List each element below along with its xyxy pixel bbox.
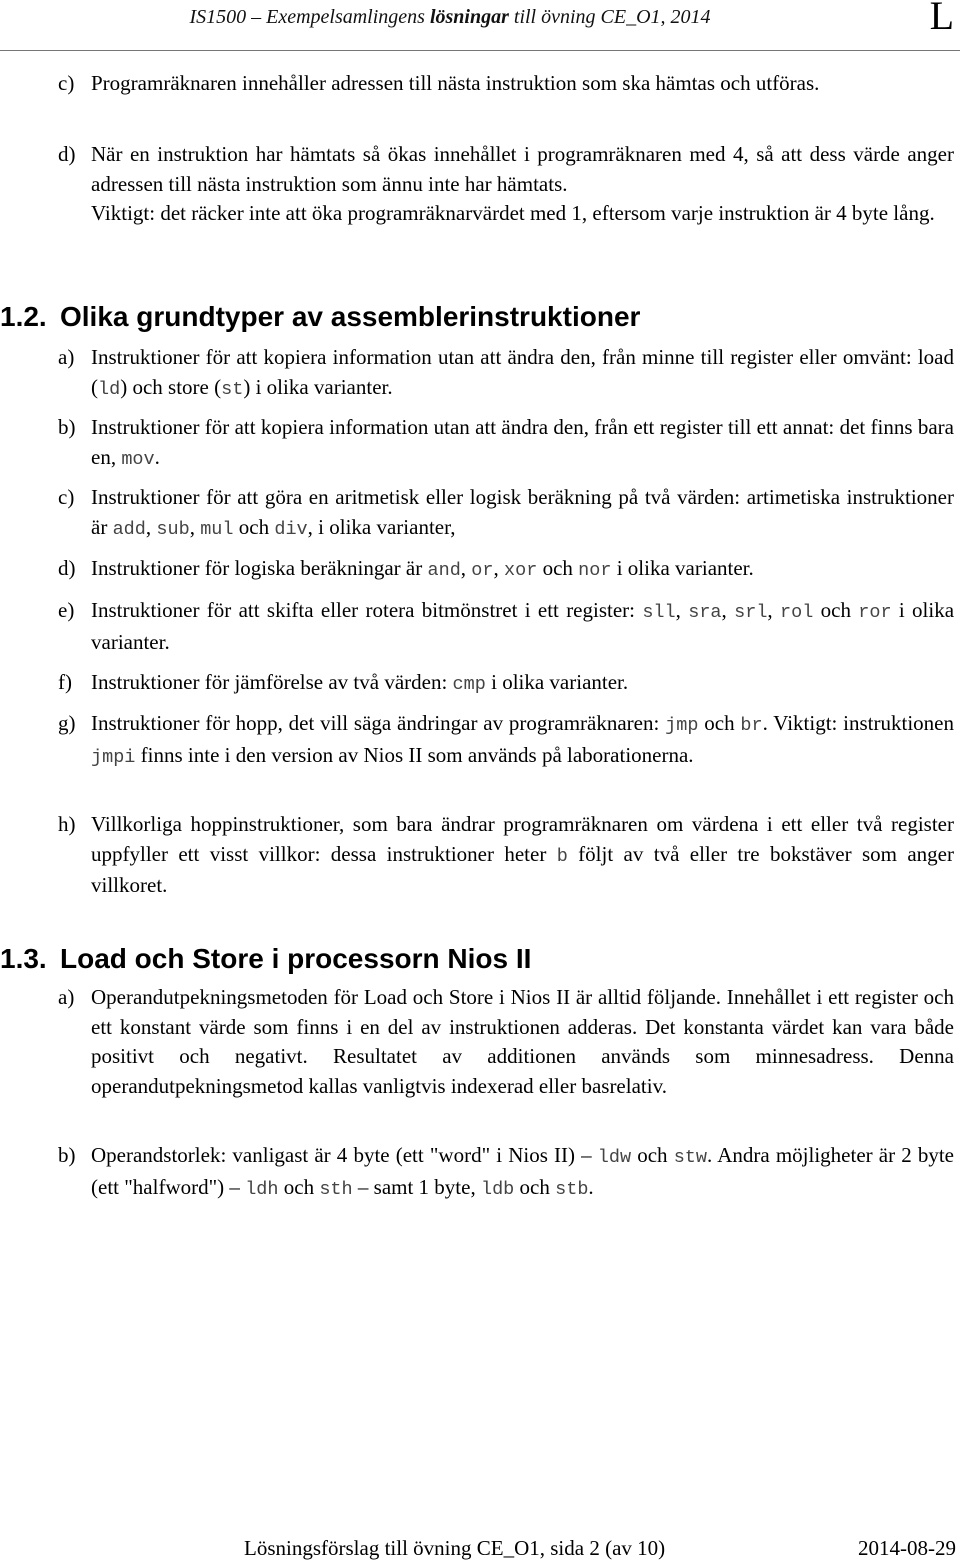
text-run: och — [233, 514, 275, 539]
text-run: Instruktioner för hopp, det vill säga ändringar av programräknaren: — [91, 711, 666, 735]
item-text — [91, 140, 954, 229]
text-run: Instruktioner för att kopiera information utan att ändra den, från minne till register eller omvänt: load ( — [91, 345, 954, 399]
list-item-e — [58, 596, 954, 657]
code-ldw: ldw — [597, 1147, 632, 1168]
code-b: b — [556, 845, 568, 867]
item-text: Operandutpekningsmetoden för Load och Store i Nios II är alltid följande. Innehållet i ett register och ett konstant värde som finns i en del av instruktionen adderas. Det konstanta värdet kan vara både positivt och negativt. Resultatet av additionen används som minnesadress. Denna operandutpekningsmetod kallas vanligtvis indexerad eller basrelativ. — [91, 985, 954, 1098]
item-text — [91, 554, 954, 586]
code-div: div — [274, 518, 308, 540]
list-item-g — [58, 709, 954, 772]
item-paragraph: När en instruktion har hämtats så ökas innehållet i programräknaren med 4, så att dess värde anger adressen till nästa instruktion som ännu inte har hämtats. — [91, 142, 954, 196]
code-sub: sub — [156, 518, 190, 540]
text-run: Instruktioner för logiska beräkningar är — [91, 556, 428, 580]
item-label: d) — [58, 556, 76, 580]
text-run: , — [675, 598, 689, 622]
code-jmp: jmp — [665, 715, 699, 736]
list-item-f — [58, 668, 954, 700]
text-run: ) och store ( — [120, 374, 222, 399]
text-run: i olika varianter. — [91, 598, 955, 654]
footer-page-info: Lösningsförslag till övning CE_O1, sida 2 (av 10) — [244, 1536, 666, 1560]
code-sra: sra — [688, 602, 722, 623]
code-ror: ror — [858, 602, 892, 623]
item-label: g) — [58, 711, 76, 735]
text-run: och — [631, 1143, 674, 1167]
list-item-h — [58, 810, 954, 901]
item-label: f) — [58, 670, 72, 694]
code-ldb: ldb — [480, 1178, 515, 1200]
section-number: 1.3. — [0, 943, 47, 974]
text-run: Operandstorlek: vanligast är 4 byte (ett "word" i Nios II) – — [91, 1143, 598, 1167]
item-text — [91, 483, 954, 544]
text-run: Instruktioner för att kopiera information utan att ändra den, från ett register till ett annat: det finns bara en, — [91, 415, 954, 469]
section-title: Load och Store i processorn Nios II — [60, 943, 532, 974]
text-run: . — [154, 444, 160, 469]
text-run: . Andra möjligheter är 2 byte (ett "halfword") – — [91, 1143, 954, 1199]
text-run: – samt 1 byte, — [352, 1174, 481, 1199]
code-rol: rol — [780, 602, 814, 623]
item-label: b) — [58, 415, 76, 439]
item-text — [91, 668, 954, 700]
text-run: och — [278, 1174, 320, 1199]
item-text — [91, 413, 954, 474]
item-text — [91, 343, 954, 404]
code-ld: ld — [98, 378, 121, 400]
list-item-c — [58, 483, 954, 544]
item-label: c) — [58, 71, 75, 95]
code-add: add — [112, 518, 146, 540]
code-and: and — [427, 560, 461, 581]
text-run: , — [145, 514, 157, 539]
code-mov: mov — [121, 448, 155, 470]
item-text — [91, 596, 954, 657]
header-bold-text: lösningar — [429, 6, 509, 28]
header-rule — [0, 50, 960, 51]
list-item-b-1-3 — [58, 1141, 954, 1204]
list-item-a — [58, 343, 954, 404]
text-run: , — [721, 598, 735, 622]
page-header — [150, 6, 750, 29]
header-letter: L — [929, 0, 954, 38]
header-text: IS1500 – Exempelsamlingens — [189, 6, 430, 28]
code-xor: xor — [504, 560, 538, 581]
code-jmpi: jmpi — [91, 746, 136, 768]
text-run: , i olika varianter, — [307, 514, 456, 539]
list-item-d — [58, 554, 954, 586]
text-run: i olika varianter. — [611, 556, 754, 580]
section-title: Olika grundtyper av assemblerinstruktioner — [60, 301, 641, 332]
list-item-c-intro — [58, 69, 954, 99]
code-or: or — [471, 560, 494, 581]
text-run: och — [537, 556, 579, 580]
text-run: följt av två eller tre bokstäver som anger villkoret. — [91, 841, 954, 897]
code-mul: mul — [200, 518, 234, 540]
code-stw: stw — [673, 1147, 707, 1168]
code-sth: sth — [319, 1178, 353, 1200]
text-run: , — [460, 556, 472, 580]
code-cmp: cmp — [452, 674, 486, 695]
text-run: . — [588, 1174, 594, 1199]
text-run: ) i olika varianter. — [243, 374, 393, 399]
header-text-tail: till övning CE_O1, 2014 — [508, 6, 711, 28]
code-stb: stb — [555, 1178, 589, 1200]
item-label: a) — [58, 345, 75, 369]
section-number: 1.2. — [0, 301, 47, 332]
text-run: Instruktioner för att skifta eller rotera bitmönstret i ett register: — [91, 598, 643, 622]
item-label: c) — [58, 485, 75, 509]
list-item-d-intro — [58, 140, 954, 229]
text-run: och — [514, 1174, 556, 1199]
list-item-b — [58, 413, 954, 474]
code-srl: srl — [734, 602, 768, 623]
section-heading-1-2 — [0, 300, 640, 334]
item-label: a) — [58, 985, 75, 1009]
text-run: . Viktigt: instruktionen — [762, 711, 954, 735]
item-text: Programräknaren innehåller adressen till nästa instruktion som ska hämtas och utföras. — [91, 71, 820, 95]
section-heading-1-3 — [0, 942, 531, 976]
item-text — [91, 1141, 954, 1204]
text-run: Instruktioner för att göra en aritmetisk eller logisk beräkning på två värden: artimetiska instruktioner är — [91, 485, 954, 539]
list-item-a-1-3 — [58, 983, 954, 1101]
item-label: d) — [58, 142, 76, 166]
text-run: , — [767, 598, 780, 622]
text-run: Instruktioner för jämförelse av två värden: — [91, 670, 453, 694]
code-br: br — [740, 715, 763, 736]
code-ldh: ldh — [245, 1178, 279, 1200]
text-run: och — [813, 598, 859, 622]
item-text — [91, 810, 954, 901]
item-label: b) — [58, 1143, 76, 1167]
text-run: , — [189, 514, 201, 539]
item-label: h) — [58, 812, 76, 836]
footer-date: 2014-08-29 — [858, 1536, 956, 1560]
code-sll: sll — [642, 602, 676, 623]
text-run: och — [698, 711, 741, 735]
text-run: finns inte i den version av Nios II som används på laborationerna. — [135, 742, 694, 767]
item-text — [91, 709, 954, 772]
code-nor: nor — [578, 560, 612, 581]
code-st: st — [221, 378, 244, 400]
text-run: , — [493, 556, 505, 580]
text-run: Villkorliga hoppinstruktioner, som bara ändrar programräknaren om värdena i ett eller två register uppfyller ett visst villkor: dessa instruktioner heter — [91, 812, 954, 866]
item-label: e) — [58, 598, 75, 622]
text-run: i olika varianter. — [485, 670, 629, 694]
item-paragraph: Viktigt: det räcker inte att öka programräknarvärdet med 1, eftersom varje instruktion är 4 byte lång. — [91, 201, 935, 225]
